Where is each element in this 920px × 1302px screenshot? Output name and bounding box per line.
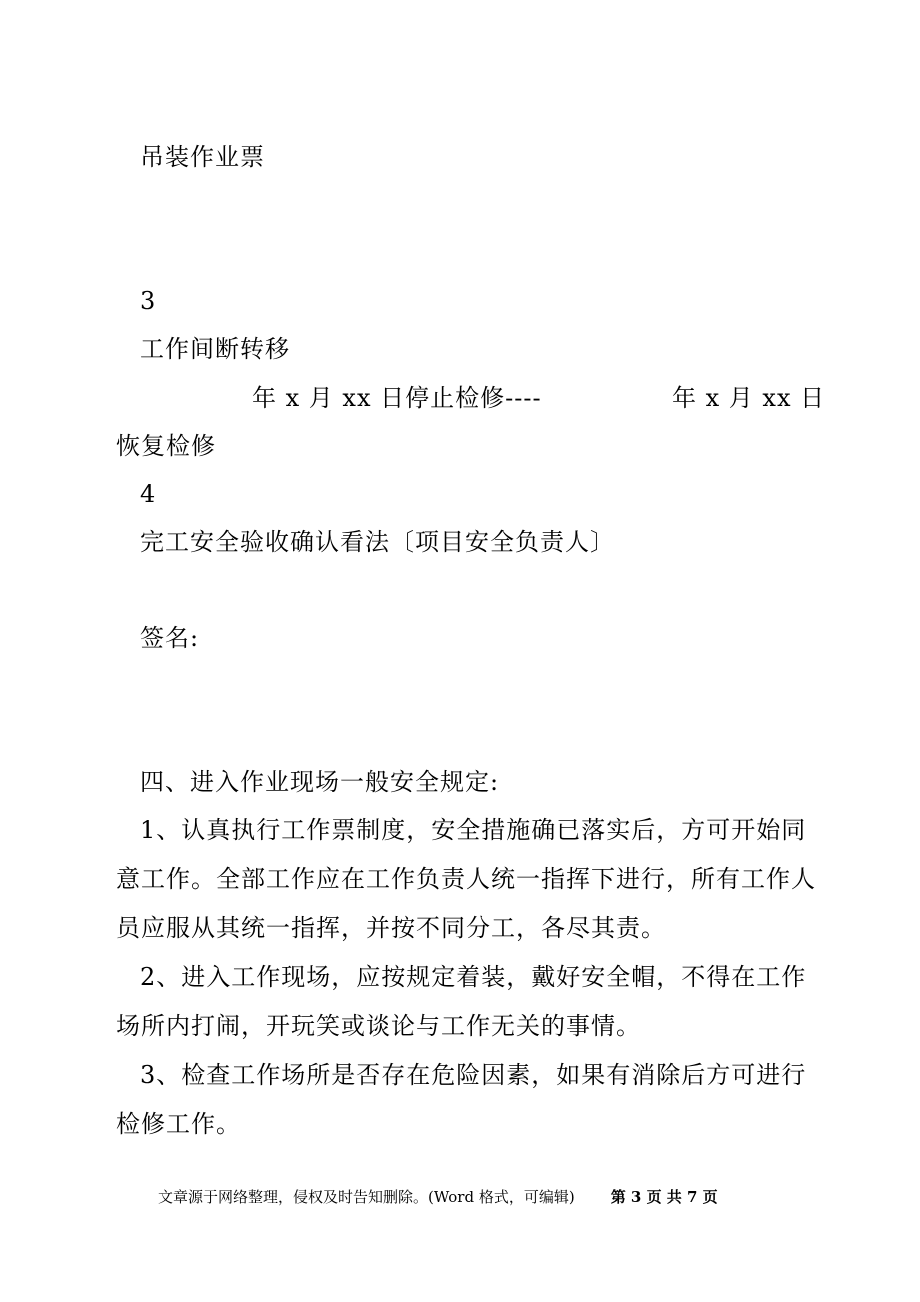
- item-4-number: 4: [140, 480, 157, 508]
- rule-2-paragraph: 2、进入工作现场，应按规定着装，戴好安全帽，不得在工作场所内打闹，开玩笑或谈论与工作无关的事情。: [116, 963, 807, 1040]
- footer-source-note: 文章源于网络整理，侵权及时告知删除。(Word 格式，可编辑): [158, 1188, 575, 1206]
- item-3-title: 工作间断转移: [140, 335, 290, 363]
- resume-repair-label: 恢复检修: [116, 432, 216, 460]
- item-4-title: 完工安全验收确认看法〔项目安全负责人〕: [140, 528, 615, 556]
- page-footer: [158, 1186, 718, 1208]
- resume-repair-date: 年 x 月 xx 日: [672, 384, 826, 412]
- rule-3-paragraph: 3、检查工作场所是否存在危险因素，如果有消除后方可进行检修工作。: [116, 1061, 807, 1138]
- rule-1-paragraph: 1、认真执行工作票制度，安全措施确已落实后，方可开始同意工作。全部工作应在工作负责人统一指挥下进行，所有工作人员应服从其统一指挥，并按不同分工，各尽其责。: [116, 816, 816, 942]
- footer-page-number: 第 3 页 共 7 页: [610, 1188, 718, 1206]
- stop-repair-date: 年 x 月 xx 日停止检修----: [252, 384, 542, 412]
- signature-label: 签名:: [140, 624, 200, 652]
- section-4-title: 四、进入作业现场一般安全规定:: [140, 768, 500, 796]
- item-3-number: 3: [140, 287, 157, 315]
- lifting-permit-heading: 吊装作业票: [140, 143, 265, 171]
